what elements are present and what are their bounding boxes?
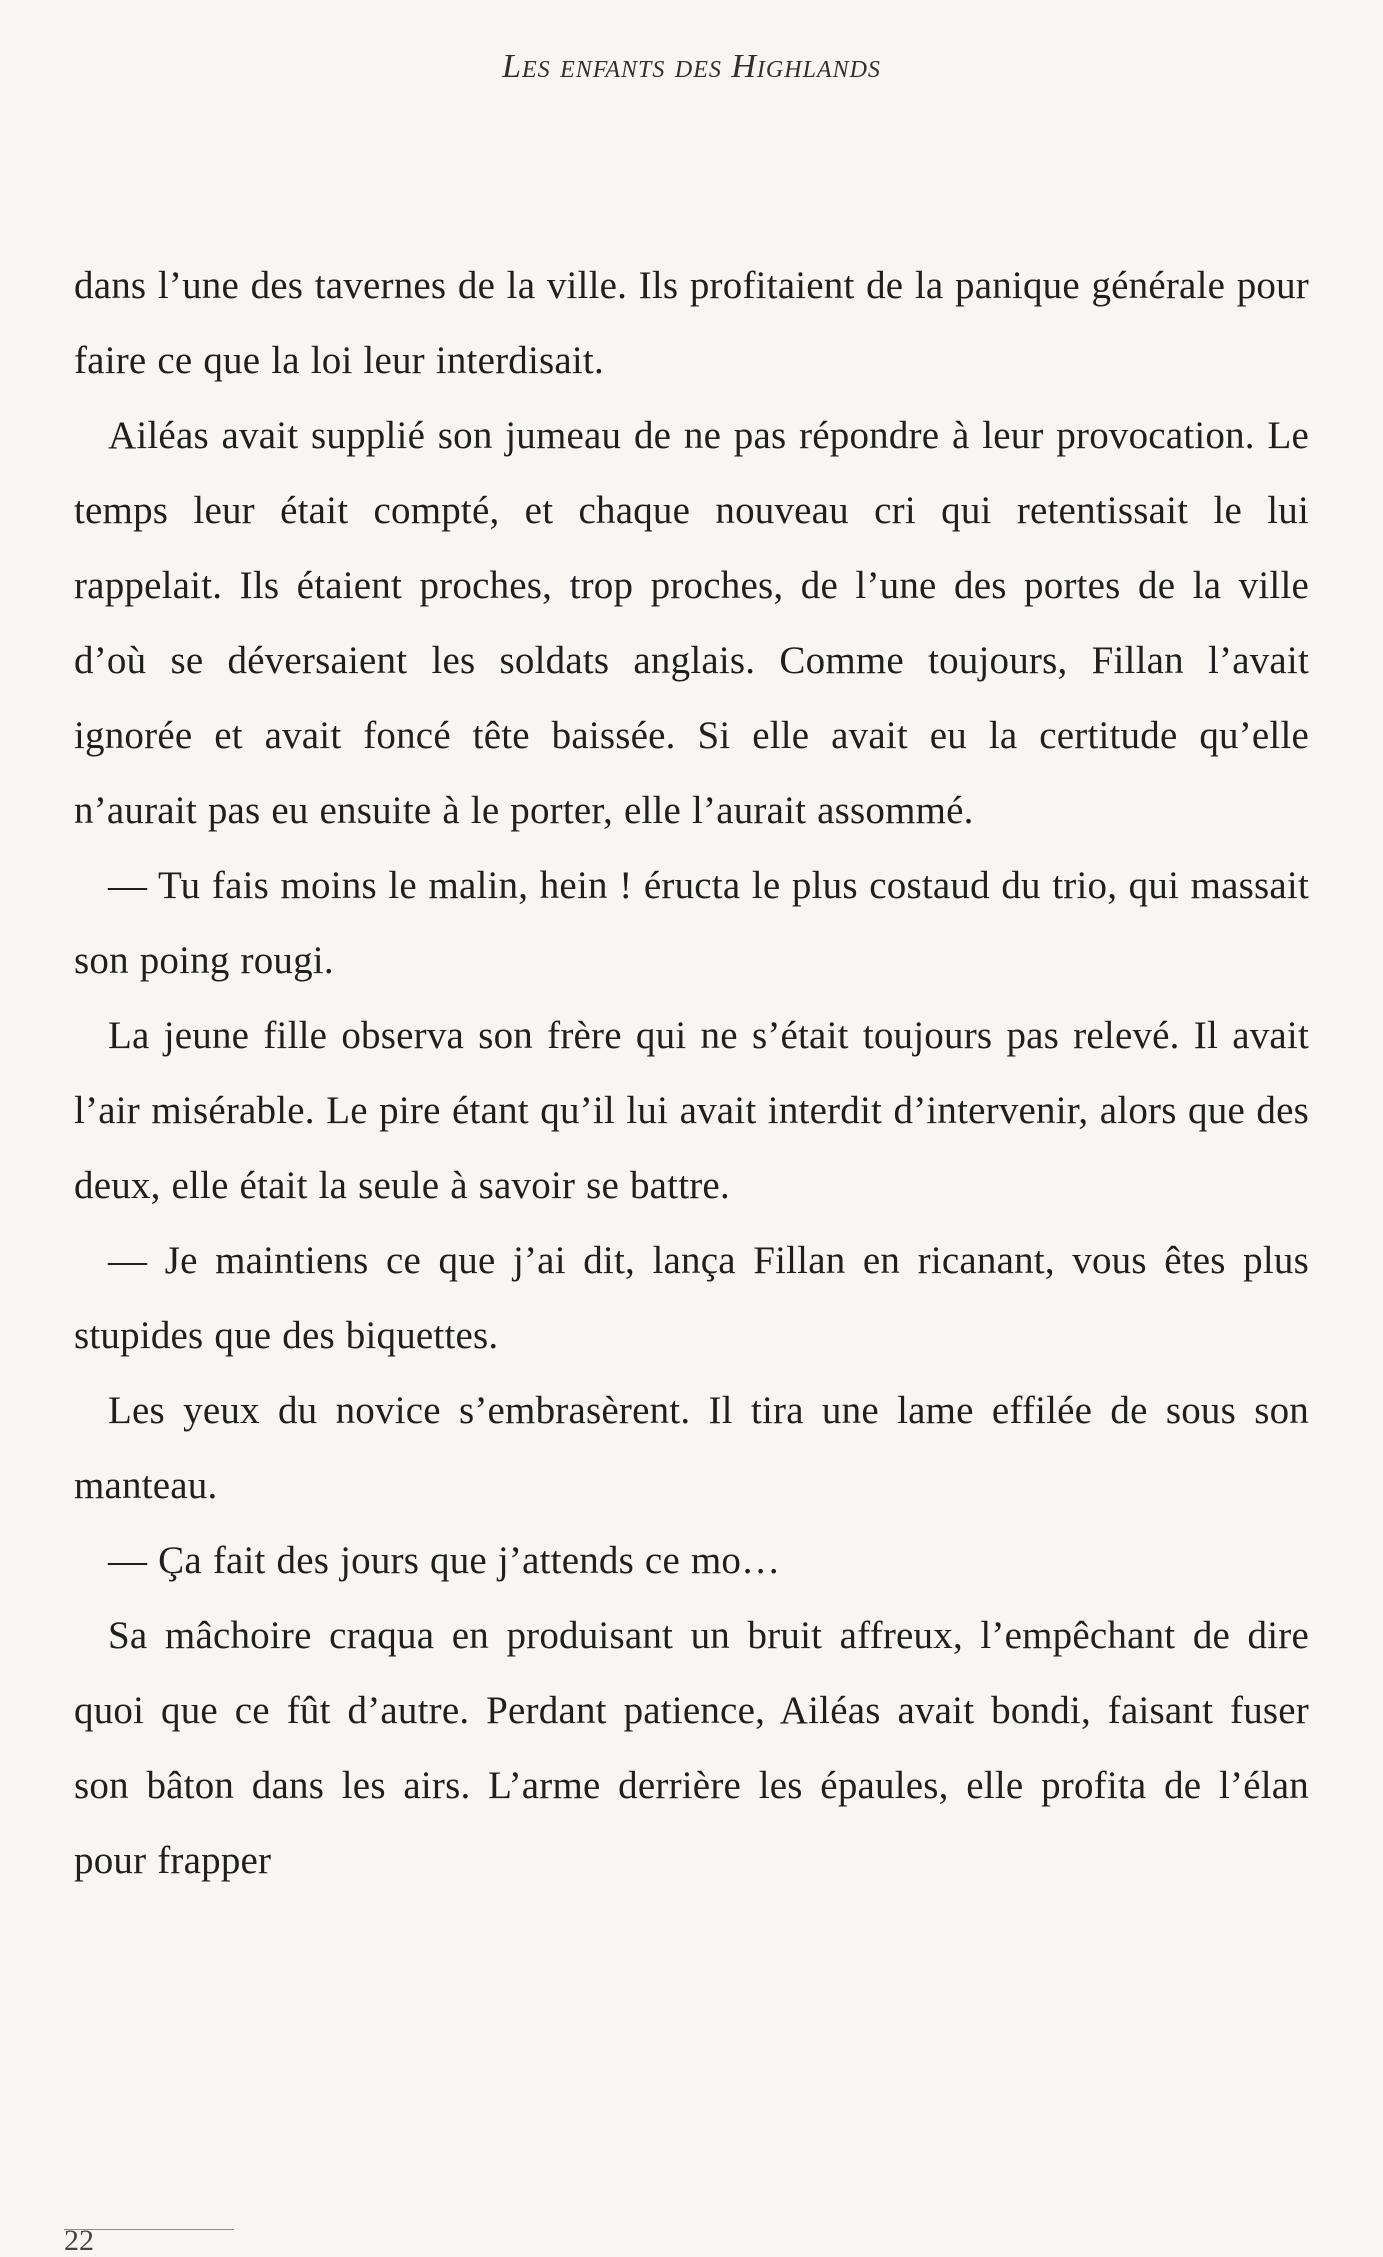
paragraph-observe-brother: La jeune fille observa son frère qui ne s’était toujours pas relevé. Il avait l’air misérable. Le pire étant qu’il lui avait interdit d’intervenir, alors que des deux, elle était la seule à savoir se battre. — [74, 1014, 1309, 1207]
page-number: 22 — [64, 2224, 94, 2257]
paragraph-jaw-crack: Sa mâchoire craqua en produisant un bruit affreux, l’empêchant de dire quoi que ce fût d’autre. Perdant patience, Ailéas avait bondi, faisant fuser son bâton dans les airs. L’arme derrière les épaules, elle profita de l’élan pour frapper — [74, 1614, 1309, 1882]
paragraph-dialogue-cutoff: — Ça fait des jours que j’attends ce mo… — [108, 1539, 781, 1582]
paragraph-aileas-plea: Ailéas avait supplié son jumeau de ne pas répondre à leur provocation. Le temps leur était compté, et chaque nouveau cri qui retentissait le lui rappelait. Ils étaient proches, trop proches, de l’une des portes de la ville d’où se déversaient les soldats anglais. Comme toujours, Fillan l’avait ignorée et avait foncé tête baissée. Si elle avait eu la certitude qu’elle n’aurait pas eu ensuite à le porter, elle l’aurait assommé. — [74, 414, 1309, 832]
paragraph-continuation: dans l’une des tavernes de la ville. Ils profitaient de la panique générale pour faire ce que la loi leur interdisait. — [74, 264, 1309, 382]
paragraph-dialogue-bully: — Tu fais moins le malin, hein ! éructa le plus costaud du trio, qui massait son poing rougi. — [74, 864, 1309, 982]
paragraph-novice-blade: Les yeux du novice s’embrasèrent. Il tira une lame effilée de sous son manteau. — [74, 1389, 1309, 1507]
body-text — [74, 248, 1309, 1898]
paragraph-dialogue-fillan: — Je maintiens ce que j’ai dit, lança Fillan en ricanant, vous êtes plus stupides que des biquettes. — [74, 1239, 1309, 1357]
running-header: Les enfants des Highlands — [502, 48, 881, 85]
